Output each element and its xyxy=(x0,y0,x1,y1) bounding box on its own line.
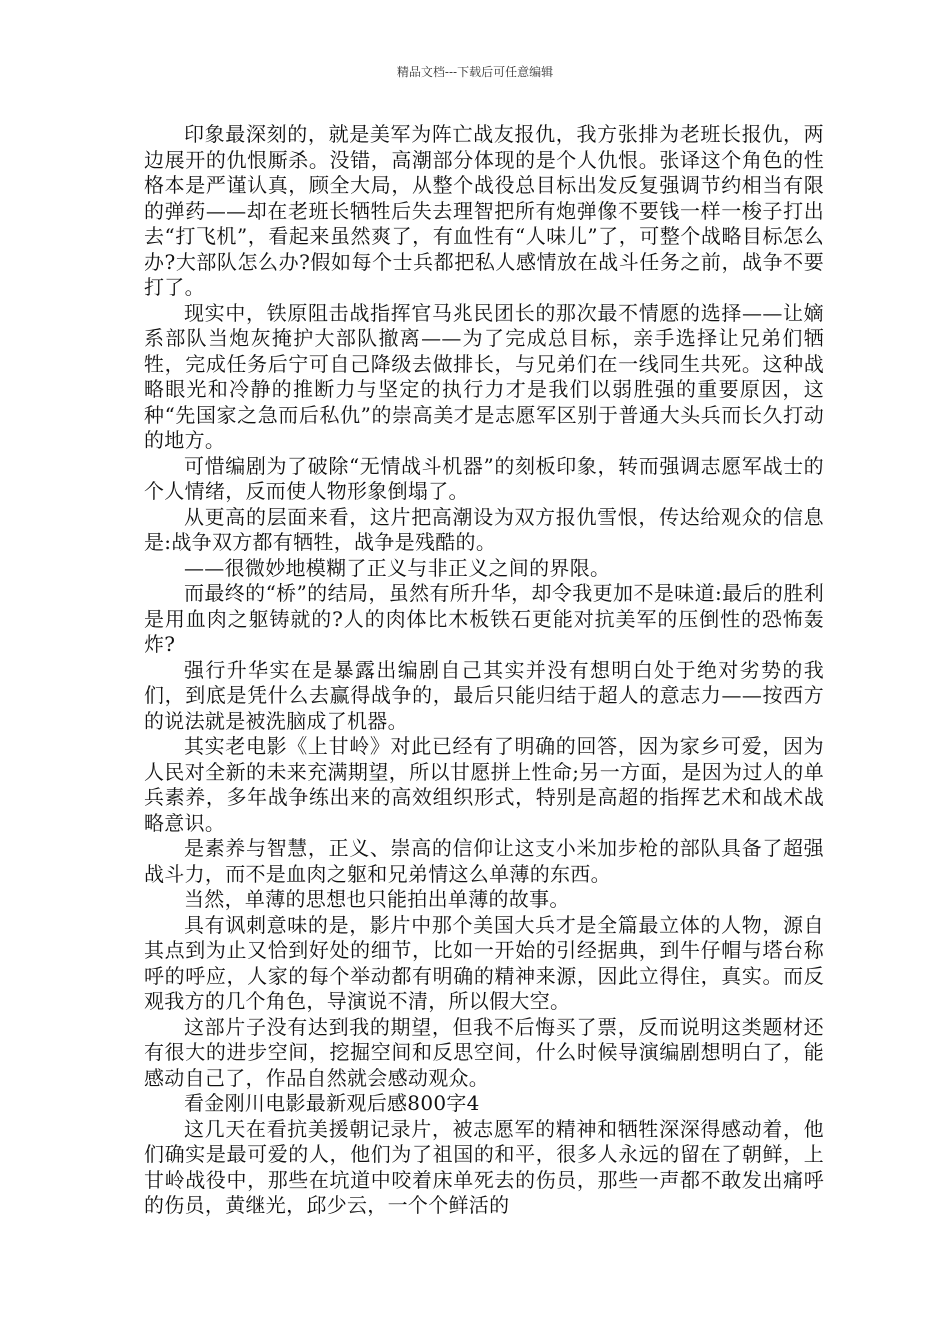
section-heading: 看金刚川电影最新观后感800字4 xyxy=(184,1091,480,1115)
paragraph: 现实中，铁原阻击战指挥官马兆民团长的那次最不情愿的选择——让嫡系部队当炮灰掩护大部队撤离——为了完成总目标，亲手选择让兄弟们牺牲，完成任务后宁可自己降级去做排长，与兄弟们在一线同生共死。这种战略眼光和冷静的推断力与坚定的执行力才是我们以弱胜强的重要原因，这种“先国家之急而后私仇”的崇高美才是志愿军区别于普通大头兵而长久打动的地方。 xyxy=(144,300,824,452)
paragraph: 印象最深刻的，就是美军为阵亡战友报仇，我方张排为老班长报仇，两边展开的仇恨厮杀。没错，高潮部分体现的是个人仇恨。张译这个角色的性格本是严谨认真，顾全大局，从整个战役总目标出发反复强调节约相当有限的弹药——却在老班长牺牲后失去理智把所有炮弹像不要钱一样一梭子打出去“打飞机”，看起来虽然爽了，有血性有“人味儿”了，可整个战略目标怎么办?大部队怎么办?假如每个士兵都把私人感情放在战斗任务之前，战争不要打了。 xyxy=(144,122,824,299)
paragraph: 强行升华实在是暴露出编剧自己其实并没有想明白处于绝对劣势的我们，到底是凭什么去赢得战争的，最后只能归结于超人的意志力——按西方的说法就是被洗脑成了机器。 xyxy=(144,657,824,733)
document-body xyxy=(144,122,824,1219)
paragraph: 而最终的“桥”的结局，虽然有所升华，却令我更加不是味道:最后的胜利是用血肉之躯铸就的?人的肉体比木板铁石更能对抗美军的压倒性的恐怖轰炸? xyxy=(144,581,824,656)
paragraph: 具有讽刺意味的是，影片中那个美国大兵才是全篇最立体的人物，源自其点到为止又恰到好处的细节，比如一开始的引经据典，到牛仔帽与塔台称呼的呼应，人家的每个举动都有明确的精神来源，因此立得住，真实。而反观我方的几个角色，导演说不清，所以假大空。 xyxy=(144,912,824,1013)
paragraph: 是素养与智慧，正义、崇高的信仰让这支小米加步枪的部队具备了超强战斗力，而不是血肉之躯和兄弟情这么单薄的东西。 xyxy=(144,836,824,886)
paragraph: 从更高的层面来看，这片把高潮设为双方报仇雪恨，传达给观众的信息是:战争双方都有牺牲，战争是残酷的。 xyxy=(144,504,824,554)
page-header: 精品文档---下载后可任意编辑 xyxy=(396,65,554,79)
paragraph: 这几天在看抗美援朝记录片，被志愿军的精神和牺牲深深得感动着，他们确实是最可爱的人，他们为了祖国的和平，很多人永远的留在了朝鲜，上甘岭战役中，那些在坑道中咬着床单死去的伤员，那些一声都不敢发出痛呼的伤员，黄继光，邱少云，一个个鲜活的 xyxy=(144,1116,824,1217)
paragraph: 其实老电影《上甘岭》对此已经有了明确的回答，因为家乡可爱，因为人民对全新的未来充满期望，所以甘愿拼上性命;另一方面，是因为过人的单兵素养，多年战争练出来的高效组织形式，特别是高超的指挥艺术和战术战略意识。 xyxy=(144,734,824,835)
paragraph: 当然，单薄的思想也只能拍出单薄的故事。 xyxy=(184,887,570,911)
paragraph: ——很微妙地模糊了正义与非正义之间的界限。 xyxy=(184,555,611,580)
paragraph: 这部片子没有达到我的期望，但我不后悔买了票，反而说明这类题材还有很大的进步空间，挖掘空间和反思空间，什么时候导演编剧想明白了，能感动自己了，作品自然就会感动观众。 xyxy=(144,1014,824,1090)
paragraph: 可惜编剧为了破除“无情战斗机器”的刻板印象，转而强调志愿军战士的个人情绪，反而使人物形象倒塌了。 xyxy=(144,453,824,503)
